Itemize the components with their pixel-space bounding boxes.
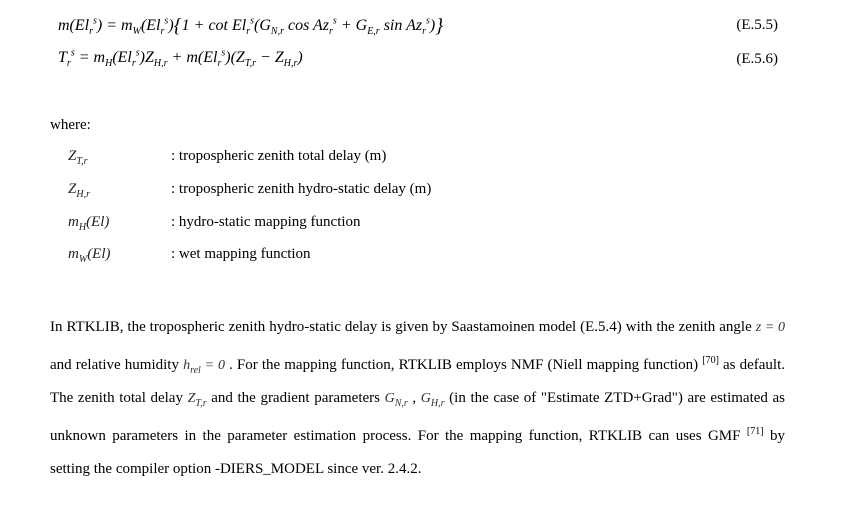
body-paragraph: In RTKLIB, the tropospheric zenith hydro-static delay is given by Saastamoinen model (E.5.4) with the zenith angle z = 0 and relative humidity $h_{rel} = 0$ . For the mapping function, RTKLIB employs NMF (Niell mapping function) [70] as default. The zenith total delay $Z_{T,r}$ and the gradient parameters $G_{N,r}$ , $G_{H,r}$ (in the case of "Estimate ZTD+Grad") are estimated as unknown parameters in the parameter estimation process. For the mapping function, RTKLIB can uses GMF [71] by setting the compiler option -DIERS_MODEL since ver. 2.4.2. <box>50 319 786 477</box>
definition-description: : tropospheric zenith total delay (m) <box>171 148 387 164</box>
equation-e55 <box>58 15 778 41</box>
definition-description: : tropospheric zenith hydro-static delay (m) <box>171 181 432 197</box>
citation-ref[interactable]: [70] <box>702 355 719 366</box>
where-label: where: <box>50 117 91 133</box>
citation-ref[interactable]: [71] <box>746 426 764 437</box>
definition-row <box>68 246 668 268</box>
definition-row <box>68 181 668 203</box>
definition-row <box>68 148 668 170</box>
definition-symbol: $Z_{H,r}$ <box>68 181 90 200</box>
equation-e55-math: $m(El_r^s) = m_W(El_r^s)\{1 + \cot El_r^s(G_{N,r}$ $\cos Az_r^s + G_{E,r}$ $\sin Az_r^s$)} <box>58 15 444 38</box>
definition-symbol: $m_H(El)$ <box>68 214 110 233</box>
definition-description: : hydro-static mapping function <box>171 214 361 230</box>
definition-symbol: $m_W(El)$ <box>68 246 111 265</box>
equation-number: (E.5.6) <box>736 51 778 67</box>
definition-symbol: $Z_{T,r}$ <box>68 148 88 167</box>
equation-number: (E.5.5) <box>736 17 778 33</box>
equation-e56-math: $T_r^s = m_H(El_r^s)Z_{H,r} + m(El_r^s)(Z_{T,r} - Z_{H,r})$ <box>58 47 303 70</box>
definition-description: : wet mapping function <box>171 246 311 262</box>
definition-row <box>68 214 668 236</box>
equation-e56 <box>58 49 778 75</box>
